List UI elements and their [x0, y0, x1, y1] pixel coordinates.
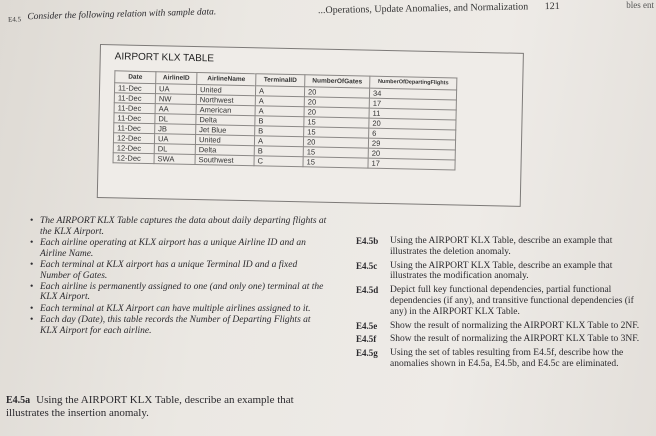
table-cell: 20: [304, 107, 369, 118]
table-cell: 20: [304, 87, 369, 98]
column-header: AirlineID: [156, 72, 197, 85]
table-cell: United: [196, 85, 255, 96]
exercise-text: Using the AIRPORT KLX Table, describe an example that illustrates the modification anomaly.: [390, 260, 613, 282]
column-header: NumberOfGates: [305, 75, 370, 88]
table-cell: 17: [369, 98, 456, 110]
assumption-list: [28, 216, 328, 336]
table-cell: SWA: [154, 154, 195, 165]
column-header: TerminalID: [256, 74, 305, 87]
exercise-item: [6, 394, 326, 420]
assumption-item: • The AIRPORT KLX Table captures the data about daily departing flights at the KLX Airport.: [40, 216, 328, 237]
exercise-item: [356, 285, 648, 317]
table-cell: 11-Dec: [114, 93, 155, 104]
table-cell: DL: [155, 114, 196, 125]
column-header: NumberOfDepartingFlights: [370, 76, 457, 90]
table-cell: 20: [369, 118, 456, 130]
table-cell: Southwest: [195, 155, 254, 166]
exercise-code: E4.5b: [356, 236, 379, 246]
assumption-item: • Each terminal at KLX Airport can have multiple airlines assigned to it.: [40, 304, 328, 315]
table-cell: B: [255, 116, 304, 127]
table-cell: B: [254, 146, 303, 157]
table-cell: 6: [369, 128, 456, 140]
airport-table: [113, 70, 458, 170]
table-cell: 20: [368, 148, 455, 160]
table-cell: A: [255, 96, 304, 107]
exercise-intro: [8, 7, 216, 23]
exercise-code: E4.5e: [356, 320, 378, 331]
table-cell: AA: [155, 104, 196, 115]
table-cell: 15: [303, 157, 368, 168]
table-cell: NW: [155, 94, 196, 105]
table-cell: 11-Dec: [114, 103, 155, 114]
right-exercises: [356, 236, 648, 373]
exercise-item: [356, 321, 648, 332]
table-cell: 12-Dec: [113, 133, 154, 144]
table-cell: Delta: [196, 115, 255, 126]
table-cell: B: [255, 126, 304, 137]
table-cell: 29: [368, 138, 455, 150]
table-cell: 11-Dec: [114, 123, 155, 134]
exercise-text: Using the AIRPORT KLX Table, describe an example that illustrates the insertion anomaly.: [6, 394, 294, 419]
table-cell: 12-Dec: [113, 153, 154, 164]
exercise-text: Show the result of normalizing the AIRPORT KLX Table to 2NF.: [390, 320, 640, 331]
left-exercises: [6, 394, 326, 420]
page-number: 121: [544, 0, 560, 13]
exercise-text: Show the result of normalizing the AIRPORT KLX Table to 3NF.: [390, 334, 640, 345]
exercise-item: [356, 334, 648, 345]
exercise-code: E4.5f: [356, 334, 377, 345]
exercise-prompt: Consider the following relation with sample data.: [27, 7, 217, 23]
table-cell: 34: [369, 88, 456, 100]
table-cell: Delta: [195, 145, 254, 156]
table-body: [113, 83, 457, 170]
table-cell: UA: [154, 134, 195, 145]
running-header: [318, 1, 560, 16]
table-cell: DL: [154, 144, 195, 155]
edge-text: bles ent: [626, 0, 654, 10]
assumption-item: • Each airline is permanently assigned to one (and only one) terminal at the KLX Airport.: [40, 282, 328, 303]
column-header: Date: [115, 71, 156, 84]
table-cell: JB: [155, 124, 196, 135]
exercise-text: Using the AIRPORT KLX Table, describe an example that illustrates the deletion anomaly.: [390, 236, 613, 257]
running-title: ...Operations, Update Anomalies, and Normalization: [317, 1, 529, 17]
table-cell: 20: [303, 137, 368, 148]
column-header: AirlineName: [197, 73, 256, 86]
table-cell: A: [255, 106, 304, 117]
exercise-code: E4.5d: [356, 285, 379, 296]
exercise-item: [356, 261, 648, 283]
table-cell: American: [196, 105, 255, 116]
table-cell: 11-Dec: [114, 113, 155, 124]
table-cell: Northwest: [196, 95, 255, 106]
table-cell: 11-Dec: [114, 83, 155, 94]
exercise-text: Using the set of tables resulting from E4.5f, describe how the anomalies shown in E4.5a, E4.5b, and E4.5c are eliminated.: [390, 348, 624, 369]
airport-table-box: [97, 44, 524, 207]
assumption-item: • Each terminal at KLX airport has a unique Terminal ID and a fixed Number of Gates.: [40, 260, 328, 281]
table-cell: 20: [304, 97, 369, 108]
assumptions-column: [28, 216, 328, 337]
table-cell: 12-Dec: [113, 143, 154, 154]
table-cell: United: [195, 135, 254, 146]
table-cell: 17: [368, 158, 455, 170]
exercise-item: [356, 348, 648, 370]
table-cell: A: [255, 86, 304, 97]
table-cell: C: [254, 156, 303, 167]
exercise-code: E4.5c: [356, 260, 378, 271]
exercise-item: [356, 236, 648, 258]
table-cell: 15: [304, 117, 369, 128]
table-cell: 15: [304, 127, 369, 138]
exercise-text: Depict full key functional dependencies, partial functional dependencies (if any), and transitive functional dependencies (if any) in the AIRPORT KLX Table.: [390, 285, 634, 317]
exercise-code: E4.5: [7, 15, 22, 24]
assumption-item: • Each day (Date), this table records the Number of Departing Flights at KLX Airport for each airline.: [40, 315, 328, 336]
assumption-item: • Each airline operating at KLX airport has a unique Airline ID and an Airline Name.: [40, 238, 328, 259]
table-cell: A: [254, 136, 303, 147]
exercise-code: E4.5g: [356, 348, 378, 359]
table-cell: Jet Blue: [196, 125, 255, 136]
table-cell: 15: [303, 147, 368, 158]
table-cell: UA: [155, 84, 196, 95]
table-title: AIRPORT KLX TABLE: [114, 51, 215, 65]
table-cell: 11: [369, 108, 456, 120]
exercise-code: E4.5a: [6, 395, 31, 406]
